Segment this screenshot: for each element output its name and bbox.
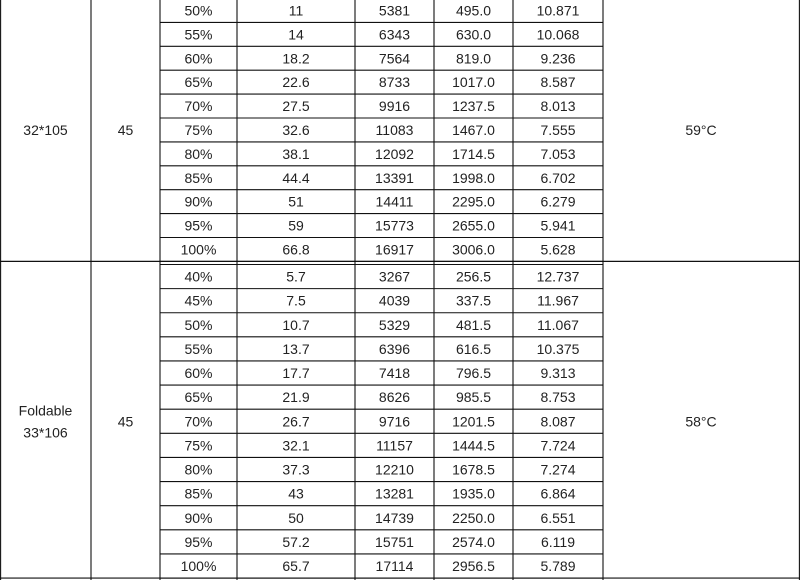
- value-cell: 37.3: [282, 461, 310, 478]
- rpm-cell: 17114: [375, 558, 414, 574]
- value-cell: 65.7: [282, 558, 310, 574]
- efficiency-cell: 7.274: [540, 461, 576, 478]
- efficiency-cell: 10.068: [536, 26, 580, 43]
- output-cell: 337.5: [455, 292, 492, 309]
- value-cell: 11: [288, 2, 304, 19]
- rpm-cell: 9716: [378, 413, 411, 430]
- load-cell: 75%: [184, 121, 213, 138]
- output-cell: 2250.0: [452, 509, 495, 526]
- output-cell: 2956.5: [452, 558, 495, 574]
- efficiency-cell: 6.702: [540, 169, 576, 186]
- efficiency-cell: 8.013: [540, 98, 576, 115]
- output-cell: 2655.0: [452, 217, 495, 234]
- size-label: 32*105: [23, 121, 68, 138]
- rpm-cell: 5381: [378, 2, 411, 19]
- load-cell: 95%: [184, 217, 213, 234]
- output-cell: 1201.5: [452, 413, 495, 430]
- load-cell: 100%: [180, 241, 217, 258]
- output-cell: 616.5: [455, 340, 492, 357]
- output-cell: 2574.0: [452, 533, 495, 550]
- efficiency-cell: 7.555: [540, 121, 576, 138]
- rpm-cell: 13391: [375, 169, 414, 186]
- efficiency-cell: 8.087: [540, 413, 576, 430]
- angle-cell: 45: [117, 121, 134, 138]
- efficiency-cell: 9.313: [540, 365, 576, 382]
- efficiency-cell: 8.753: [540, 389, 576, 406]
- efficiency-cell: 11.067: [537, 316, 579, 333]
- rpm-cell: 5329: [378, 316, 411, 333]
- efficiency-cell: 6.119: [541, 533, 575, 550]
- temperature-cell: 58°C: [685, 413, 717, 430]
- value-cell: 5.7: [286, 268, 306, 285]
- load-cell: 85%: [184, 485, 213, 502]
- value-cell: 57.2: [282, 533, 310, 550]
- load-cell: 40%: [184, 268, 213, 285]
- rpm-cell: 11083: [375, 121, 414, 138]
- output-cell: 2295.0: [452, 193, 495, 210]
- rpm-cell: 4039: [378, 292, 411, 309]
- value-cell: 21.9: [282, 389, 310, 406]
- efficiency-cell: 7.724: [540, 437, 576, 454]
- output-cell: 1017.0: [452, 74, 495, 91]
- rpm-cell: 6343: [378, 26, 411, 43]
- value-cell: 10.7: [282, 316, 310, 333]
- output-cell: 481.5: [455, 316, 492, 333]
- load-cell: 75%: [184, 437, 213, 454]
- load-cell: 70%: [184, 413, 213, 430]
- output-cell: 495.0: [455, 2, 492, 19]
- efficiency-cell: 7.053: [540, 145, 576, 162]
- efficiency-cell: 11.967: [537, 292, 579, 309]
- output-cell: 796.5: [455, 365, 492, 382]
- load-cell: 65%: [184, 74, 213, 91]
- load-cell: 50%: [184, 2, 213, 19]
- rpm-cell: 8626: [378, 389, 411, 406]
- load-cell: 95%: [184, 533, 213, 550]
- output-cell: 1467.0: [452, 121, 495, 138]
- rpm-cell: 8733: [378, 74, 411, 91]
- efficiency-cell: 9.236: [540, 50, 576, 67]
- output-cell: 256.5: [455, 268, 492, 285]
- rpm-cell: 6396: [378, 340, 411, 357]
- angle-cell: 45: [117, 413, 134, 430]
- value-cell: 32.6: [282, 121, 310, 138]
- load-cell: 90%: [184, 509, 213, 526]
- rpm-cell: 7564: [378, 50, 411, 67]
- efficiency-cell: 5.628: [540, 241, 576, 258]
- load-cell: 50%: [184, 316, 213, 333]
- value-cell: 50: [288, 509, 304, 526]
- rpm-cell: 13281: [375, 485, 414, 502]
- efficiency-cell: 5.789: [540, 558, 576, 574]
- value-cell: 13.7: [282, 340, 310, 357]
- value-cell: 32.1: [282, 437, 310, 454]
- value-cell: 22.6: [282, 74, 310, 91]
- load-cell: 65%: [184, 389, 213, 406]
- value-cell: 18.2: [282, 50, 310, 67]
- value-cell: 26.7: [282, 413, 310, 430]
- rpm-cell: 7418: [378, 365, 411, 382]
- load-cell: 55%: [184, 340, 213, 357]
- rpm-cell: 12210: [375, 461, 414, 478]
- efficiency-cell: 10.375: [536, 340, 580, 357]
- load-cell: 90%: [184, 193, 213, 210]
- output-cell: 1678.5: [452, 461, 495, 478]
- efficiency-cell: 12.737: [536, 268, 580, 285]
- load-cell: 80%: [184, 145, 213, 162]
- value-cell: 14: [288, 26, 304, 43]
- load-cell: 80%: [184, 461, 213, 478]
- load-cell: 60%: [184, 50, 213, 67]
- load-cell: 100%: [180, 558, 217, 574]
- output-cell: 3006.0: [452, 241, 495, 258]
- rpm-cell: 16917: [375, 241, 414, 258]
- rpm-cell: 3267: [378, 268, 411, 285]
- value-cell: 7.5: [286, 292, 306, 309]
- value-cell: 27.5: [282, 98, 310, 115]
- load-cell: 60%: [184, 365, 213, 382]
- load-cell: 85%: [184, 169, 213, 186]
- value-cell: 17.7: [282, 365, 310, 382]
- rpm-cell: 14411: [375, 193, 414, 210]
- value-cell: 38.1: [282, 145, 310, 162]
- output-cell: 819.0: [455, 50, 492, 67]
- rpm-cell: 9916: [378, 98, 411, 115]
- rpm-cell: 11157: [376, 437, 413, 454]
- temperature-cell: 59°C: [685, 121, 717, 138]
- output-cell: 1714.5: [452, 145, 495, 162]
- efficiency-cell: 6.864: [540, 485, 576, 502]
- value-cell: 51: [288, 193, 304, 210]
- output-cell: 1935.0: [452, 485, 495, 502]
- rpm-cell: 14739: [375, 509, 414, 526]
- efficiency-cell: 6.551: [540, 509, 576, 526]
- output-cell: 1998.0: [452, 169, 495, 186]
- output-cell: 1237.5: [452, 98, 495, 115]
- load-cell: 45%: [184, 292, 213, 309]
- output-cell: 985.5: [455, 389, 492, 406]
- value-cell: 59: [288, 217, 304, 234]
- load-cell: 55%: [184, 26, 213, 43]
- output-cell: 1444.5: [452, 437, 495, 454]
- efficiency-cell: 8.587: [540, 74, 576, 91]
- efficiency-cell: 6.279: [540, 193, 576, 210]
- size-label: 33*106: [23, 424, 68, 441]
- efficiency-cell: 5.941: [540, 217, 576, 234]
- efficiency-cell: 10.871: [536, 2, 580, 19]
- rpm-cell: 15751: [375, 533, 414, 550]
- rpm-cell: 15773: [375, 217, 414, 234]
- rpm-cell: 12092: [375, 145, 414, 162]
- value-cell: 66.8: [282, 241, 310, 258]
- value-cell: 43: [288, 485, 304, 502]
- load-cell: 70%: [184, 98, 213, 115]
- value-cell: 44.4: [282, 169, 310, 186]
- size-label: Foldable: [18, 402, 73, 419]
- output-cell: 630.0: [455, 26, 492, 43]
